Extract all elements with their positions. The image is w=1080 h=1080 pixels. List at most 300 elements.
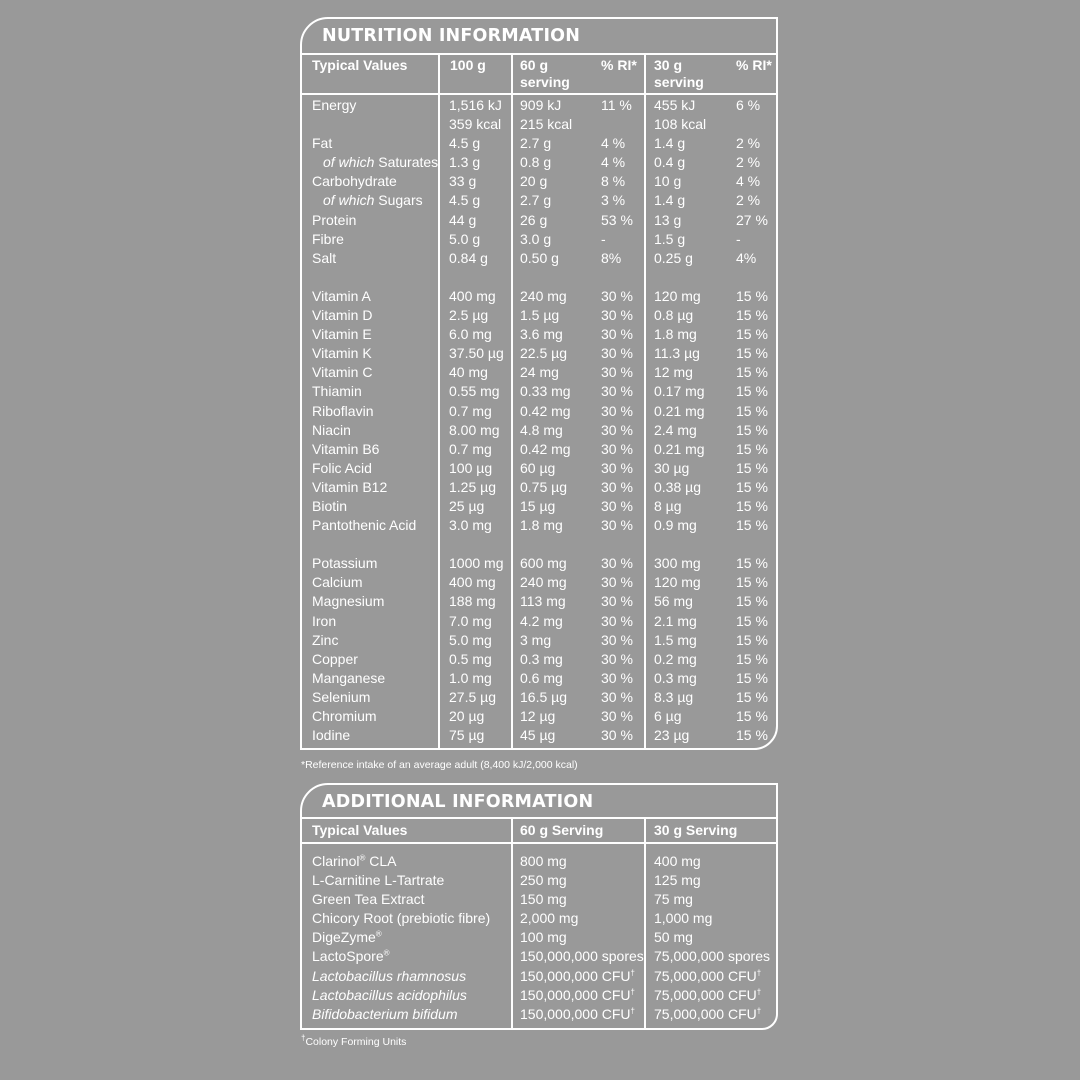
nutrient-label: Copper — [312, 650, 358, 667]
ingredient-label: Clarinol — [312, 853, 360, 869]
dagger-mark: † — [756, 987, 762, 996]
nutrient-value: 26 g — [520, 211, 548, 228]
divider — [302, 53, 776, 55]
ingredient-label: Lactobacillus acidophilus — [312, 986, 467, 1003]
nutrient-name — [312, 497, 438, 516]
ri-value: 2 % — [736, 154, 761, 171]
nutrient-value: 0.33 mg — [520, 383, 571, 400]
ri-value: 15 % — [736, 708, 768, 724]
nutrient-value: 108 kcal — [654, 116, 707, 133]
nutrient-value: 20 µg — [449, 708, 485, 724]
nutrient-value: 30 µg — [654, 459, 690, 476]
nutrient-value: 0.8 µg — [654, 307, 694, 324]
value-text: 800 mg — [520, 853, 567, 869]
nutrient-value: 0.6 mg — [520, 669, 563, 686]
ri-value: 3 % — [601, 192, 626, 209]
header-100g: 100 g — [450, 57, 486, 73]
value-text: 75,000,000 CFU — [654, 986, 757, 1003]
ingredient-label: DigeZyme — [312, 929, 376, 946]
spacer — [654, 268, 706, 287]
spacer — [601, 115, 633, 134]
nutrient-label: Vitamin E — [312, 326, 372, 343]
spacer — [449, 268, 504, 287]
ri-value: - — [736, 230, 741, 247]
nutrient-prefix: of which — [323, 154, 375, 171]
nutrition-information-panel — [300, 17, 778, 750]
per-100g-column — [449, 96, 504, 745]
nutrient-value: 215 kcal — [520, 116, 573, 133]
serving-30g-column — [654, 852, 770, 1024]
nutrient-value: 0.21 mg — [654, 440, 705, 457]
nutrient-name — [312, 249, 438, 268]
ri-value: 30 % — [601, 593, 633, 610]
value-text: 150 mg — [520, 891, 567, 908]
ri-value: - — [601, 230, 606, 247]
nutrient-name — [312, 325, 438, 344]
ingredient-value-60g — [520, 852, 644, 871]
nutrient-value: 4.8 mg — [520, 421, 563, 438]
nutrient-value: 4.5 g — [449, 192, 481, 209]
nutrient-label: Selenium — [312, 688, 371, 705]
nutrient-name — [312, 382, 438, 401]
nutrient-value: 1.5 mg — [654, 631, 697, 648]
nutrient-label: Energy — [312, 97, 357, 113]
nutrient-value: 0.8 g — [520, 154, 552, 171]
ingredient-label: Green Tea Extract — [312, 891, 425, 908]
nutrient-value: 0.3 mg — [654, 669, 697, 686]
column-divider — [438, 53, 440, 748]
ri-value: 15 % — [736, 287, 768, 304]
registered-mark: ® — [375, 929, 382, 939]
ri-value: 15 % — [736, 478, 768, 495]
nutrient-value: 0.17 mg — [654, 383, 705, 400]
nutrient-value: 5.0 g — [449, 230, 481, 247]
nutrient-value: 25 µg — [449, 497, 485, 514]
ri-value: 30 % — [601, 345, 633, 362]
nutrient-name — [312, 402, 438, 421]
nutrient-value: 1.8 mg — [520, 517, 563, 534]
nutrient-value: 240 mg — [520, 574, 567, 591]
nutrient-value: 0.55 mg — [449, 383, 500, 400]
nutrient-value: 3 mg — [520, 631, 552, 648]
ingredient-value-60g — [520, 928, 644, 947]
nutrient-label: Chromium — [312, 708, 377, 724]
nutrient-name — [312, 211, 438, 230]
ingredient-label: Lactobacillus rhamnosus — [312, 967, 467, 984]
value-text: 75 mg — [654, 891, 693, 908]
spacer — [601, 268, 633, 287]
ingredient-name — [312, 986, 490, 1005]
dagger-mark: † — [630, 987, 635, 996]
nutrient-label: Carbohydrate — [312, 173, 397, 190]
nutrient-value: 1.25 µg — [449, 478, 496, 495]
nutrient-value: 40 mg — [449, 364, 488, 381]
nutrient-value: 2.4 mg — [654, 421, 697, 438]
ri-value: 30 % — [601, 727, 633, 744]
nutrient-label: Iron — [312, 612, 337, 629]
nutrient-value: 8.00 mg — [449, 421, 500, 438]
ri-value: 15 % — [736, 402, 768, 419]
nutrient-prefix: of which — [323, 192, 375, 209]
nutrient-value: 0.5 mg — [449, 650, 492, 667]
ingredient-names-column — [312, 852, 490, 1024]
serving-60g-column — [520, 852, 644, 1024]
nutrient-value: 0.7 mg — [449, 402, 492, 419]
ri-value: 30 % — [601, 478, 633, 495]
nutrient-value: 56 mg — [654, 593, 693, 610]
additional-footnote: †Colony Forming Units — [301, 1033, 407, 1048]
nutrient-value: 400 mg — [449, 574, 496, 591]
ri-value: 15 % — [736, 459, 768, 476]
value-text: 100 mg — [520, 929, 567, 946]
nutrient-value: 45 µg — [520, 727, 556, 744]
ri-value: 15 % — [736, 307, 768, 324]
nutrient-label: Potassium — [312, 555, 378, 572]
nutrient-value: 0.21 mg — [654, 402, 705, 419]
column-divider — [644, 53, 646, 748]
ri-value: 6 % — [736, 97, 761, 113]
nutrient-value: 1.0 mg — [449, 669, 492, 686]
nutrient-value: 15 µg — [520, 497, 556, 514]
ingredient-value-30g — [654, 909, 770, 928]
nutrient-value: 27.5 µg — [449, 688, 496, 705]
ri-value: 15 % — [736, 574, 768, 591]
nutrient-value: 8 µg — [654, 497, 682, 514]
ingredient-name — [312, 909, 490, 928]
ingredient-value-30g — [654, 986, 770, 1005]
divider — [302, 817, 776, 819]
ri-value: 30 % — [601, 708, 633, 724]
nutrient-name — [312, 363, 438, 382]
nutrient-value: 1,516 kJ — [449, 97, 502, 113]
nutrient-label: Fibre — [312, 230, 344, 247]
ingredient-value-60g — [520, 947, 644, 966]
nutrient-name — [312, 230, 438, 249]
nutrient-value: 2.7 g — [520, 135, 552, 152]
nutrient-name — [312, 650, 438, 669]
nutrient-label: Vitamin D — [312, 307, 373, 324]
registered-mark: ® — [383, 948, 390, 958]
nutrient-value: 11.3 µg — [654, 345, 700, 362]
ingredient-label: Bifidobacterium bifidum — [312, 1005, 458, 1022]
nutrient-value: 909 kJ — [520, 97, 562, 113]
nutrient-label: Vitamin B12 — [312, 478, 388, 495]
nutrient-value: 0.38 µg — [654, 478, 701, 495]
nutrient-label: Vitamin C — [312, 364, 373, 381]
spacer — [601, 535, 633, 554]
nutrient-value: 0.42 mg — [520, 402, 571, 419]
nutrient-value: 23 µg — [654, 727, 690, 744]
nutrient-label: Manganese — [312, 669, 386, 686]
nutrient-value: 10 g — [654, 173, 682, 190]
ingredient-suffix: CLA — [365, 853, 397, 869]
ri-value: 15 % — [736, 688, 768, 705]
ri-value: 15 % — [736, 593, 768, 610]
ri-value: 30 % — [601, 421, 633, 438]
nutrient-value: 4.5 g — [449, 135, 481, 152]
nutrient-value: 75 µg — [449, 727, 485, 744]
spacer — [520, 268, 572, 287]
nutrient-value: 5.0 mg — [449, 631, 492, 648]
nutrient-label: Pantothenic Acid — [312, 517, 417, 534]
ri-value: 15 % — [736, 364, 768, 381]
nutrient-value: 400 mg — [449, 287, 496, 304]
nutrient-value: 4.2 mg — [520, 612, 563, 629]
ri-value: 30 % — [601, 402, 633, 419]
ingredient-name — [312, 890, 490, 909]
nutrition-title: NUTRITION INFORMATION — [322, 26, 581, 46]
ri-value: 15 % — [736, 345, 768, 362]
nutrient-value: 20 g — [520, 173, 548, 190]
ri-value: 30 % — [601, 631, 633, 648]
ingredient-label: Chicory Root (prebiotic fibre) — [312, 910, 491, 927]
nutrient-value: 0.25 g — [654, 249, 693, 266]
additional-title: ADDITIONAL INFORMATION — [322, 792, 594, 812]
nutrient-value: 455 kJ — [654, 97, 696, 113]
nutrient-name — [312, 421, 438, 440]
nutrient-value: 1.3 g — [449, 154, 481, 171]
value-text: 250 mg — [520, 872, 567, 889]
ri-value: 30 % — [601, 669, 633, 686]
nutrient-name — [312, 459, 438, 478]
ri-value: 30 % — [601, 612, 633, 629]
nutrient-label: Salt — [312, 249, 337, 266]
ingredient-value-30g — [654, 871, 770, 890]
value-text: 150,000,000 CFU — [520, 967, 631, 984]
nutrient-name — [312, 153, 438, 172]
nutrient-name — [312, 96, 438, 115]
header-30g-serving: 30 g serving — [654, 57, 704, 90]
nutrient-value: 44 g — [449, 211, 477, 228]
value-text: 75,000,000 CFU — [654, 1005, 757, 1022]
spacer — [736, 268, 768, 287]
header-60g-serving: 60 g Serving — [520, 822, 604, 838]
ingredient-value-60g — [520, 1005, 644, 1024]
spacer — [312, 535, 438, 554]
ingredient-value-60g — [520, 909, 644, 928]
header-ri-60: % RI* — [601, 57, 637, 73]
ri-value: 8 % — [601, 173, 626, 190]
nutrient-value: 359 kcal — [449, 116, 502, 133]
ri-value: 15 % — [736, 421, 768, 438]
ri-value: 15 % — [736, 383, 768, 400]
nutrient-label: Magnesium — [312, 593, 385, 610]
nutrient-value: 0.42 mg — [520, 440, 571, 457]
spacer — [312, 268, 438, 287]
ri-value: 8% — [601, 249, 622, 266]
nutrient-value: 240 mg — [520, 287, 567, 304]
nutrient-value: 1.5 g — [654, 230, 686, 247]
nutrient-label: Vitamin B6 — [312, 440, 380, 457]
header-30g-serving: 30 g Serving — [654, 822, 738, 838]
nutrient-name — [312, 707, 438, 726]
nutrient-name — [312, 573, 438, 592]
nutrient-name — [312, 726, 438, 745]
ri-value: 15 % — [736, 669, 768, 686]
dagger-mark: † — [630, 967, 635, 977]
value-text: 75,000,000 spores — [654, 948, 770, 965]
ri-value: 15 % — [736, 631, 768, 648]
ingredient-label: LactoSpore — [312, 948, 384, 965]
nutrient-value: 1.4 g — [654, 135, 686, 152]
ingredient-label: L-Carnitine L-Tartrate — [312, 872, 445, 889]
ri-value: 4% — [736, 249, 757, 266]
dagger-mark: † — [756, 1006, 762, 1016]
nutrient-name — [312, 306, 438, 325]
ri-value: 15 % — [736, 326, 768, 343]
header-60g-serving: 60 g serving — [520, 57, 570, 90]
value-text: 2,000 mg — [520, 910, 579, 927]
value-text: 75,000,000 CFU — [654, 967, 757, 984]
ri-value: 30 % — [601, 650, 633, 667]
nutrient-value: 7.0 mg — [449, 612, 492, 629]
nutrient-value: 0.7 mg — [449, 440, 492, 457]
nutrient-value: 0.84 g — [449, 249, 488, 266]
nutrient-names-column — [312, 96, 438, 745]
ri-value: 27 % — [736, 211, 768, 228]
nutrient-value: 120 mg — [654, 287, 701, 304]
ingredient-value-60g — [520, 890, 644, 909]
ri-value: 30 % — [601, 555, 633, 572]
nutrient-label: Zinc — [312, 631, 339, 648]
nutrient-value: 113 mg — [520, 593, 566, 610]
nutrient-value: 2.7 g — [520, 192, 552, 209]
nutrient-value: 3.0 mg — [449, 517, 492, 534]
ri-value: 15 % — [736, 727, 768, 744]
column-divider — [644, 817, 646, 1028]
nutrient-label: Niacin — [312, 421, 351, 438]
ingredient-value-60g — [520, 967, 644, 986]
value-text: 125 mg — [654, 872, 701, 889]
ingredient-value-30g — [654, 947, 770, 966]
nutrient-value: 1.5 µg — [520, 307, 560, 324]
nutrient-value: 0.2 mg — [654, 650, 697, 667]
additional-information-panel — [300, 783, 778, 1030]
nutrient-value: 33 g — [449, 173, 477, 190]
nutrient-name — [312, 592, 438, 611]
nutrient-value: 300 mg — [654, 555, 701, 572]
nutrient-name — [312, 554, 438, 573]
nutrient-name — [312, 134, 438, 153]
divider — [302, 93, 776, 95]
nutrient-label: Saturates — [378, 154, 439, 171]
nutrient-name — [312, 669, 438, 688]
nutrient-value: 16.5 µg — [520, 688, 567, 705]
ingredient-name — [312, 967, 490, 986]
nutrient-value: 600 mg — [520, 555, 567, 572]
nutrient-label: Calcium — [312, 574, 363, 591]
nutrient-label: Fat — [312, 135, 333, 152]
ingredient-name — [312, 871, 490, 890]
nutrient-label: Biotin — [312, 497, 348, 514]
ri-30g-column — [736, 96, 768, 745]
ri-value: 2 % — [736, 135, 761, 152]
ri-value: 30 % — [601, 517, 633, 534]
spacer — [654, 535, 706, 554]
ri-value: 53 % — [601, 211, 633, 228]
ri-value: 30 % — [601, 307, 633, 324]
column-divider — [511, 817, 513, 1028]
nutrient-name — [312, 631, 438, 650]
nutrient-value: 1000 mg — [449, 555, 504, 572]
dagger-mark: † — [630, 1006, 635, 1016]
nutrient-value: 1.4 g — [654, 192, 686, 209]
ri-value: 4 % — [601, 154, 626, 171]
nutrient-label: Sugars — [378, 192, 423, 209]
ri-value: 30 % — [601, 326, 633, 343]
nutrient-value: 37.50 µg — [449, 345, 504, 362]
ri-value: 30 % — [601, 459, 633, 476]
nutrient-name — [312, 516, 438, 535]
ri-value: 30 % — [601, 497, 633, 514]
nutrient-value: 2.1 mg — [654, 612, 697, 629]
ingredient-name — [312, 947, 490, 966]
nutrient-value: 3.6 mg — [520, 326, 563, 343]
value-text: 50 mg — [654, 929, 693, 946]
spacer — [736, 115, 768, 134]
nutrient-value: 24 mg — [520, 364, 559, 381]
nutrient-name — [312, 344, 438, 363]
nutrient-value: 2.5 µg — [449, 307, 489, 324]
ingredient-name — [312, 1005, 490, 1024]
ri-value: 2 % — [736, 192, 761, 209]
nutrient-value: 100 µg — [449, 459, 493, 476]
ri-value: 15 % — [736, 650, 768, 667]
nutrient-value: 0.50 g — [520, 249, 559, 266]
ri-60g-column — [601, 96, 633, 745]
nutrient-value: 12 µg — [520, 708, 556, 724]
ingredient-name — [312, 928, 490, 947]
column-divider — [511, 53, 513, 748]
value-text: 150,000,000 CFU — [520, 1005, 631, 1022]
nutrition-footnote: *Reference intake of an average adult (8,400 kJ/2,000 kcal) — [301, 759, 578, 771]
ri-value: 4 % — [601, 135, 626, 152]
value-text: 150,000,000 CFU — [520, 986, 631, 1003]
ri-value: 15 % — [736, 497, 768, 514]
nutrient-value: 0.75 µg — [520, 478, 567, 495]
nutrient-value: 6.0 mg — [449, 326, 492, 343]
divider — [302, 842, 776, 844]
nutrient-value: 13 g — [654, 211, 682, 228]
ingredient-value-30g — [654, 890, 770, 909]
header-ri-30: % RI* — [736, 57, 772, 73]
ri-value: 15 % — [736, 555, 768, 572]
nutrient-label: Protein — [312, 211, 357, 228]
nutrient-value: 188 mg — [449, 593, 496, 610]
serving-60g-column — [520, 96, 572, 745]
nutrient-name — [312, 478, 438, 497]
header-typical-values: Typical Values — [312, 57, 408, 73]
nutrient-value: 8.3 µg — [654, 688, 694, 705]
nutrient-value: 0.9 mg — [654, 517, 697, 534]
nutrient-value: 1.8 mg — [654, 326, 697, 343]
spacer — [520, 535, 572, 554]
spacer — [312, 115, 438, 134]
nutrient-name — [312, 440, 438, 459]
nutrient-value: 0.4 g — [654, 154, 686, 171]
spacer — [449, 535, 504, 554]
nutrient-name — [312, 688, 438, 707]
nutrient-label: Folic Acid — [312, 459, 372, 476]
registered-mark: ® — [359, 853, 366, 863]
nutrient-label: Riboflavin — [312, 402, 374, 419]
nutrient-label: Iodine — [312, 727, 351, 744]
value-text: 150,000,000 spores — [520, 948, 644, 965]
serving-30g-column — [654, 96, 706, 745]
ri-value: 30 % — [601, 383, 633, 400]
ri-value: 15 % — [736, 440, 768, 457]
value-text: 400 mg — [654, 853, 701, 869]
